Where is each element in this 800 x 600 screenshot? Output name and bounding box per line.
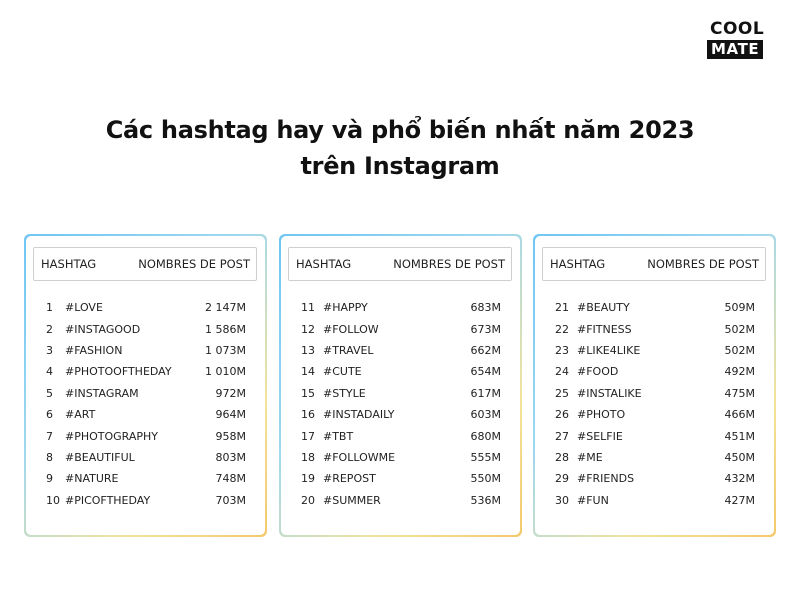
table-row bbox=[281, 468, 520, 489]
table-row bbox=[26, 404, 265, 425]
coolmate-logo bbox=[707, 20, 764, 59]
hashtag-label: #FUN bbox=[577, 493, 609, 507]
post-count: 502M bbox=[724, 343, 755, 357]
post-count: 703M bbox=[215, 493, 246, 507]
hashtag-label: #SELFIE bbox=[577, 429, 623, 443]
rank-number: 6 bbox=[46, 408, 53, 422]
post-count: 2 147M bbox=[205, 301, 246, 315]
column-header-posts: NOMBRES DE POST bbox=[138, 257, 250, 271]
rank-number: 18 bbox=[301, 450, 315, 464]
table-row bbox=[535, 383, 774, 404]
hashtag-label: #LIKE4LIKE bbox=[577, 343, 641, 357]
column-header-hashtag: HASHTAG bbox=[296, 257, 352, 271]
table-row bbox=[535, 340, 774, 361]
title-line-2: trên Instagram bbox=[300, 152, 500, 180]
hashtag-label: #INSTAGRAM bbox=[65, 386, 139, 400]
hashtag-label: #ME bbox=[577, 450, 603, 464]
hashtag-label: #FOLLOW bbox=[323, 322, 379, 336]
table-row bbox=[281, 490, 520, 511]
hashtag-label: #FITNESS bbox=[577, 322, 632, 336]
rank-number: 24 bbox=[555, 365, 569, 379]
hashtag-label: #PHOTO bbox=[577, 408, 626, 422]
rank-number: 4 bbox=[46, 365, 53, 379]
hashtag-label: #REPOST bbox=[323, 472, 376, 486]
table-row bbox=[26, 490, 265, 511]
table-header bbox=[288, 247, 512, 281]
hashtag-label: #NATURE bbox=[65, 472, 119, 486]
rank-number: 8 bbox=[46, 450, 53, 464]
rank-number: 23 bbox=[555, 343, 569, 357]
table-row bbox=[535, 404, 774, 425]
table-header bbox=[33, 247, 257, 281]
post-count: 451M bbox=[724, 429, 755, 443]
hashtag-table-3 bbox=[533, 234, 776, 537]
hashtag-label: #LOVE bbox=[65, 301, 103, 315]
post-count: 654M bbox=[470, 365, 501, 379]
table-row bbox=[281, 383, 520, 404]
post-count: 450M bbox=[724, 450, 755, 464]
rank-number: 17 bbox=[301, 429, 315, 443]
column-header-posts: NOMBRES DE POST bbox=[393, 257, 505, 271]
post-count: 680M bbox=[470, 429, 501, 443]
table-row bbox=[26, 340, 265, 361]
hashtag-label: #PHOTOGRAPHY bbox=[65, 429, 159, 443]
post-count: 673M bbox=[470, 322, 501, 336]
post-count: 1 010M bbox=[205, 365, 246, 379]
table-row bbox=[26, 383, 265, 404]
table-row bbox=[26, 425, 265, 446]
post-count: 550M bbox=[470, 472, 501, 486]
hashtag-label: #ART bbox=[65, 408, 96, 422]
post-count: 683M bbox=[470, 301, 501, 315]
hashtag-label: #PHOTOOFTHEDAY bbox=[65, 365, 172, 379]
rank-number: 19 bbox=[301, 472, 315, 486]
rank-number: 7 bbox=[46, 429, 53, 443]
hashtag-table-1 bbox=[24, 234, 267, 537]
rank-number: 22 bbox=[555, 322, 569, 336]
table-row bbox=[535, 297, 774, 318]
table-row bbox=[535, 361, 774, 382]
post-count: 662M bbox=[470, 343, 501, 357]
table-row bbox=[535, 447, 774, 468]
hashtag-label: #HAPPY bbox=[323, 301, 368, 315]
table-row bbox=[535, 425, 774, 446]
post-count: 475M bbox=[724, 386, 755, 400]
hashtag-label: #INSTALIKE bbox=[577, 386, 642, 400]
logo-text-cool: COOL bbox=[710, 19, 765, 39]
table-row bbox=[281, 297, 520, 318]
hashtag-table-2 bbox=[279, 234, 522, 537]
post-count: 972M bbox=[215, 386, 246, 400]
column-header-posts: NOMBRES DE POST bbox=[647, 257, 759, 271]
column-header-hashtag: HASHTAG bbox=[41, 257, 97, 271]
table-row bbox=[535, 468, 774, 489]
rank-number: 10 bbox=[46, 493, 60, 507]
rank-number: 29 bbox=[555, 472, 569, 486]
table-row bbox=[281, 340, 520, 361]
post-count: 502M bbox=[724, 322, 755, 336]
rank-number: 13 bbox=[301, 343, 315, 357]
column-header-hashtag: HASHTAG bbox=[550, 257, 606, 271]
rank-number: 12 bbox=[301, 322, 315, 336]
hashtag-label: #FASHION bbox=[65, 343, 123, 357]
post-count: 492M bbox=[724, 365, 755, 379]
post-count: 964M bbox=[215, 408, 246, 422]
rank-number: 1 bbox=[46, 301, 53, 315]
post-count: 603M bbox=[470, 408, 501, 422]
table-row bbox=[26, 318, 265, 339]
hashtag-label: #TBT bbox=[323, 429, 354, 443]
title-line-1: Các hashtag hay và phổ biến nhất năm 2023 bbox=[105, 116, 695, 144]
post-count: 1 586M bbox=[205, 322, 246, 336]
hashtag-label: #INSTADAILY bbox=[323, 408, 395, 422]
rank-number: 14 bbox=[301, 365, 315, 379]
table-row bbox=[26, 297, 265, 318]
hashtag-label: #SUMMER bbox=[323, 493, 381, 507]
post-count: 427M bbox=[724, 493, 755, 507]
table-body bbox=[535, 297, 774, 511]
rank-number: 15 bbox=[301, 386, 315, 400]
table-row bbox=[535, 490, 774, 511]
hashtag-label: #BEAUTY bbox=[577, 301, 630, 315]
post-count: 432M bbox=[724, 472, 755, 486]
hashtag-label: #BEAUTIFUL bbox=[65, 450, 135, 464]
table-body bbox=[281, 297, 520, 511]
hashtag-label: #STYLE bbox=[323, 386, 366, 400]
post-count: 617M bbox=[470, 386, 501, 400]
logo-text-mate: MATE bbox=[707, 40, 763, 59]
post-count: 536M bbox=[470, 493, 501, 507]
table-header bbox=[542, 247, 766, 281]
table-row bbox=[26, 447, 265, 468]
rank-number: 9 bbox=[46, 472, 53, 486]
table-row bbox=[281, 318, 520, 339]
post-count: 555M bbox=[470, 450, 501, 464]
rank-number: 25 bbox=[555, 386, 569, 400]
hashtag-label: #INSTAGOOD bbox=[65, 322, 141, 336]
rank-number: 16 bbox=[301, 408, 315, 422]
rank-number: 20 bbox=[301, 493, 315, 507]
table-row bbox=[26, 361, 265, 382]
table-row bbox=[281, 447, 520, 468]
hashtag-label: #FOOD bbox=[577, 365, 619, 379]
table-row bbox=[281, 361, 520, 382]
post-count: 958M bbox=[215, 429, 246, 443]
table-row bbox=[535, 318, 774, 339]
rank-number: 30 bbox=[555, 493, 569, 507]
post-count: 1 073M bbox=[205, 343, 246, 357]
table-row bbox=[26, 468, 265, 489]
table-row bbox=[281, 425, 520, 446]
hashtag-label: #FRIENDS bbox=[577, 472, 635, 486]
hashtag-label: #CUTE bbox=[323, 365, 362, 379]
rank-number: 28 bbox=[555, 450, 569, 464]
rank-number: 27 bbox=[555, 429, 569, 443]
post-count: 509M bbox=[724, 301, 755, 315]
rank-number: 3 bbox=[46, 343, 53, 357]
rank-number: 2 bbox=[46, 322, 53, 336]
hashtag-label: #PICOFTHEDAY bbox=[65, 493, 151, 507]
page-title bbox=[0, 112, 800, 184]
hashtag-label: #TRAVEL bbox=[323, 343, 374, 357]
rank-number: 26 bbox=[555, 408, 569, 422]
post-count: 803M bbox=[215, 450, 246, 464]
rank-number: 11 bbox=[301, 301, 315, 315]
hashtag-label: #FOLLOWME bbox=[323, 450, 396, 464]
rank-number: 5 bbox=[46, 386, 53, 400]
post-count: 748M bbox=[215, 472, 246, 486]
table-row bbox=[281, 404, 520, 425]
table-body bbox=[26, 297, 265, 511]
rank-number: 21 bbox=[555, 301, 569, 315]
post-count: 466M bbox=[724, 408, 755, 422]
